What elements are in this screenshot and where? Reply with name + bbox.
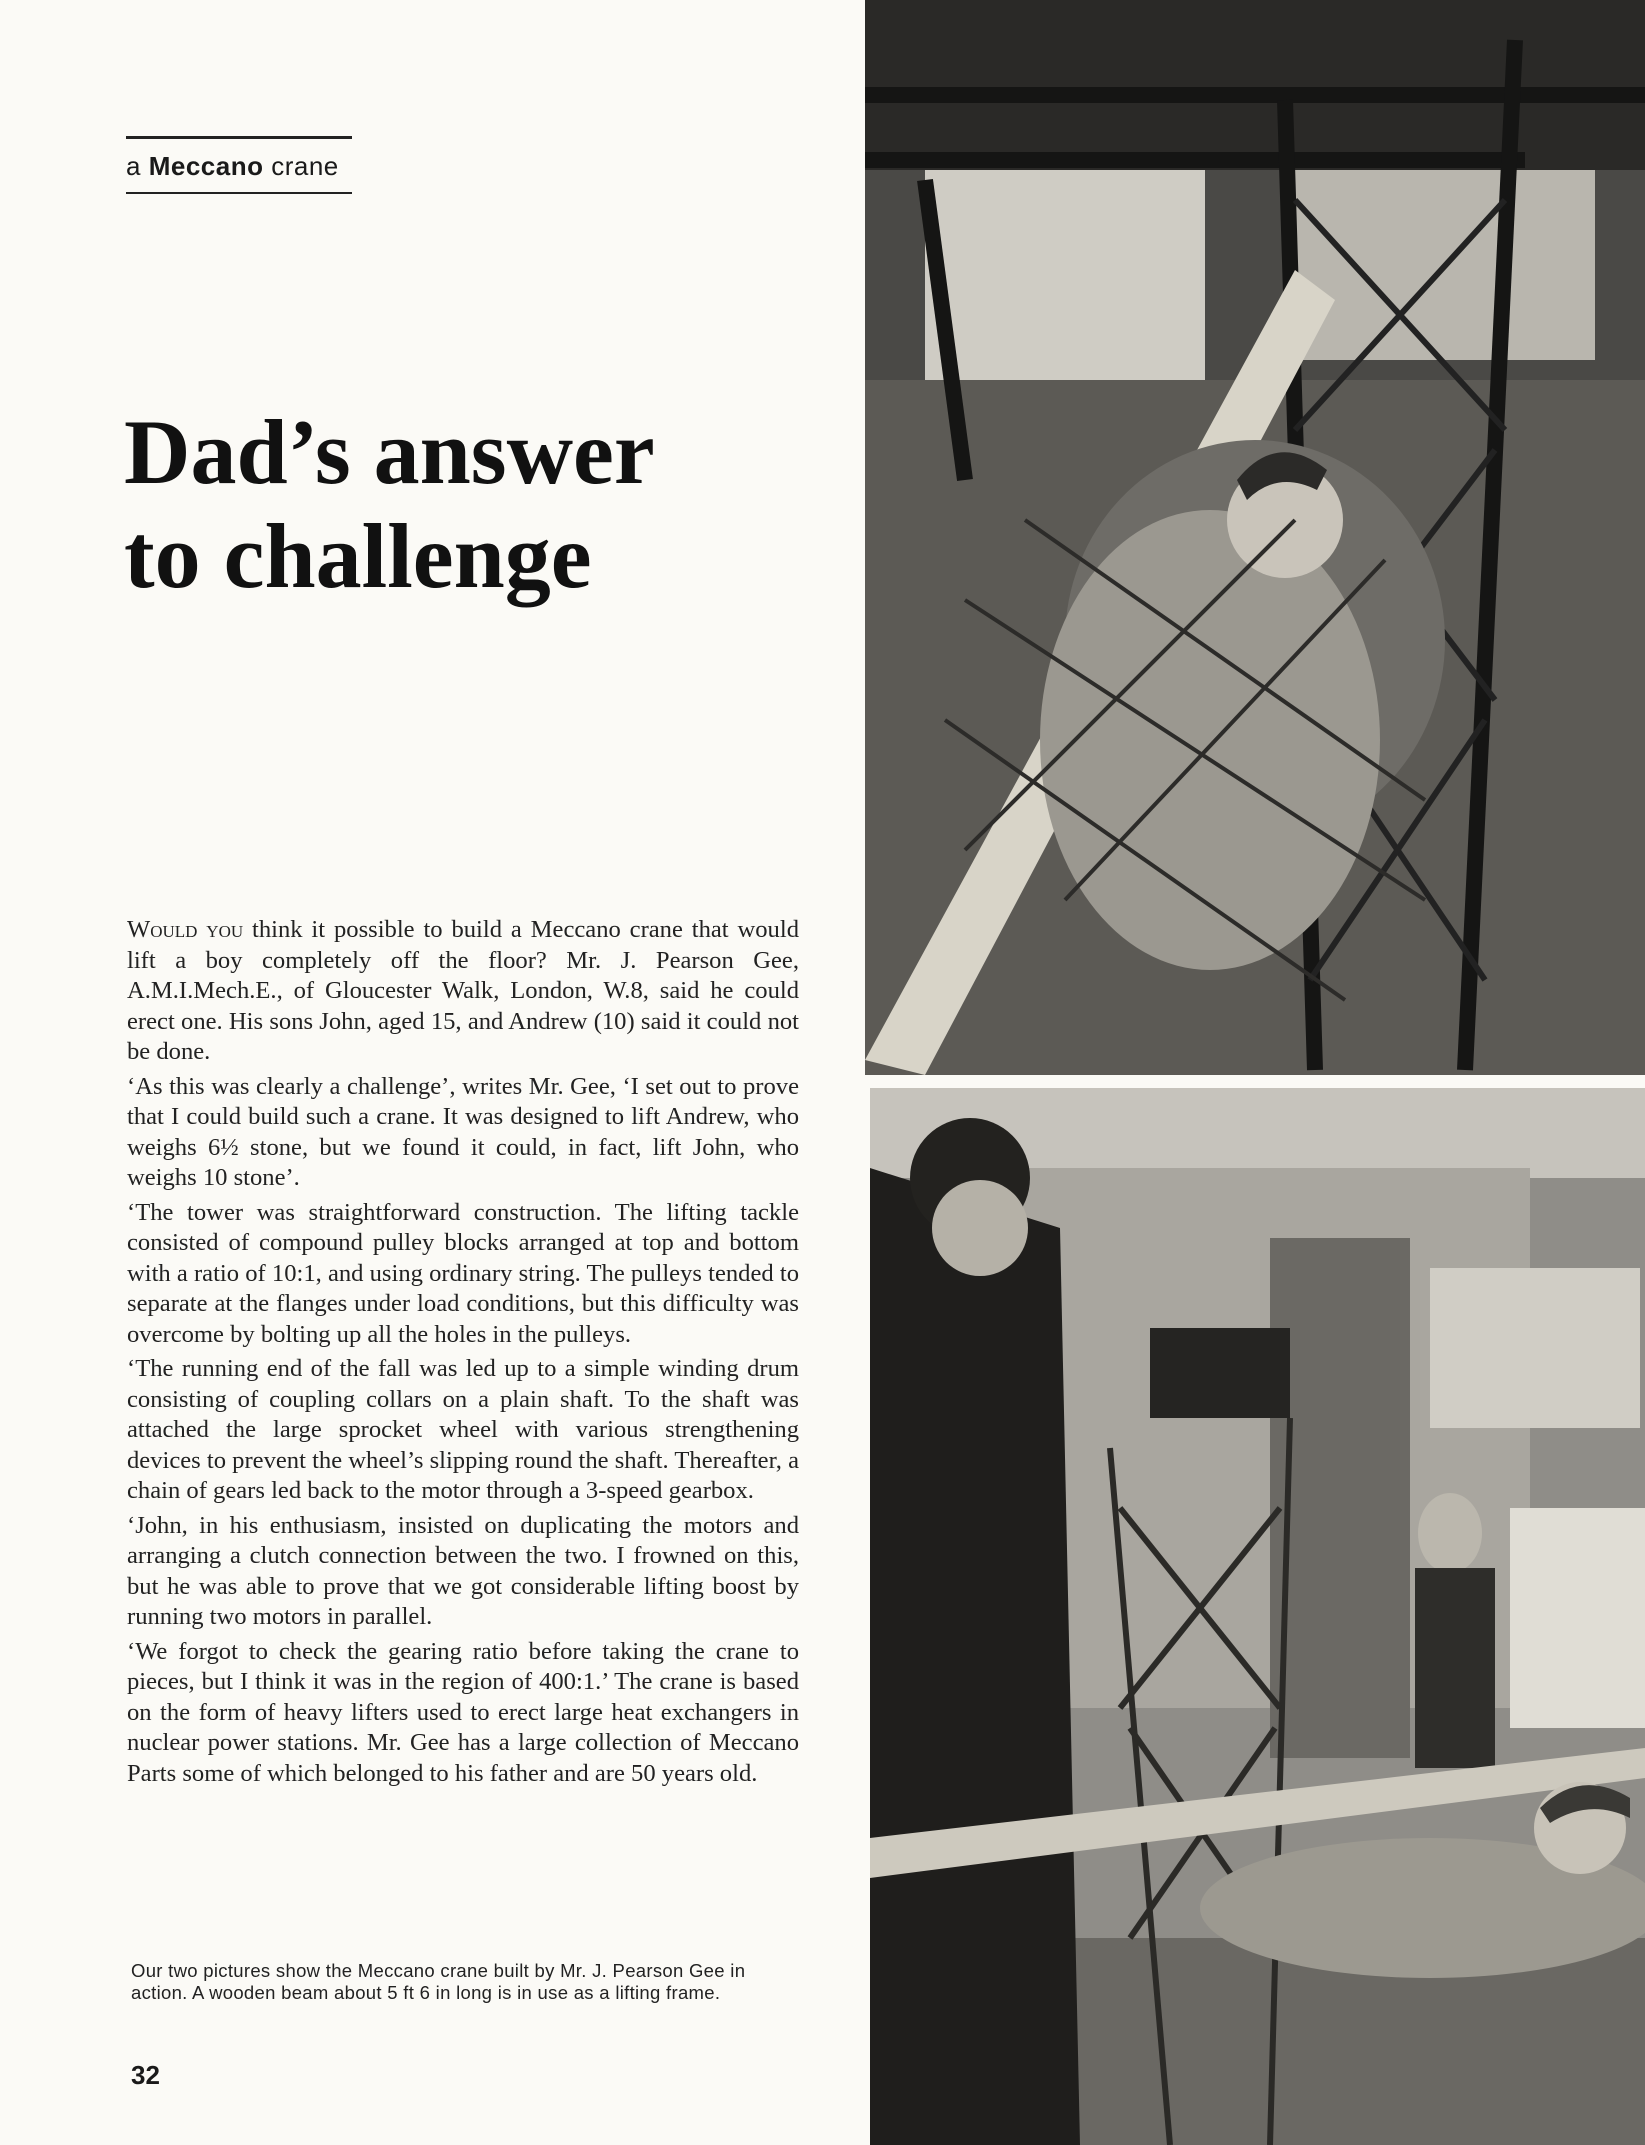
headline-line2: to challenge xyxy=(124,505,592,607)
section-kicker xyxy=(126,136,352,194)
headline xyxy=(124,400,744,608)
boy-operating-controls-photo xyxy=(870,1088,1645,2145)
article-paragraph: ‘We forgot to check the gearing ratio before taking the crane to pieces, but I think it was in the region of 400:1.’ The crane is based on the form of heavy lifters used to erect large heat exchangers in nuclear power stations. Mr. Gee has a large collection of Meccano Parts some of which belonged to his father and are 50 years old. xyxy=(127,1637,799,1787)
article-paragraph xyxy=(127,915,799,1068)
lead-smallcaps: Would you xyxy=(127,916,244,943)
kicker-brand: Meccano xyxy=(148,151,264,181)
article-paragraph: ‘The tower was straightforward construction. The lifting tackle consisted of compound pulley blocks arranged at top and bottom with a ratio of 10:1, and using ordinary string. The pulleys tended to separate at the flanges under load conditions, but this difficulty was overcome by bolting up all the holes in the pulleys. xyxy=(127,1198,799,1348)
photo-caption: Our two pictures show the Meccano crane built by Mr. J. Pearson Gee in action. A wooden beam about 5 ft 6 in long is in use as a lifting frame. xyxy=(131,1960,746,2003)
article-paragraph: ‘The running end of the fall was led up to a simple winding drum consisting of coupling collars on a plain shaft. To the shaft was attached the large sprocket wheel with various strengthening devices to prevent the wheel’s slipping round the shaft. Thereafter, a chain of gears led back to the motor through a 3-speed gearbox. xyxy=(127,1355,799,1504)
boy-lifted-by-crane-photo xyxy=(865,0,1645,1075)
article-body xyxy=(127,915,799,1793)
article-paragraph: ‘John, in his enthusiasm, insisted on duplicating the motors and arranging a clutch connection between the two. I frowned on this, but he was able to prove that we got considerable lifting boost by running two motors in parallel. xyxy=(127,1511,799,1630)
headline-line1: Dad’s answer xyxy=(124,401,655,503)
article-paragraph: ‘As this was clearly a challenge’, writes Mr. Gee, ‘I set out to prove that I could build such a crane. It was designed to lift Andrew, who weighs 6½ stone, but we found it could, in fact, lift John, who weighs 10 stone’. xyxy=(127,1072,799,1191)
paragraph-1-text: think it possible to build a Meccano crane that would lift a boy completely off the floor? Mr. J. Pearson Gee, A.M.I.Mech.E., of Gloucester Walk, London, W.8, said he could erect one. His sons John, aged 15, and Andrew (10) said it could not be done. xyxy=(127,916,799,1065)
kicker-suffix: crane xyxy=(271,151,339,181)
page-number: 32 xyxy=(131,2060,160,2090)
kicker-prefix: a xyxy=(126,151,141,181)
